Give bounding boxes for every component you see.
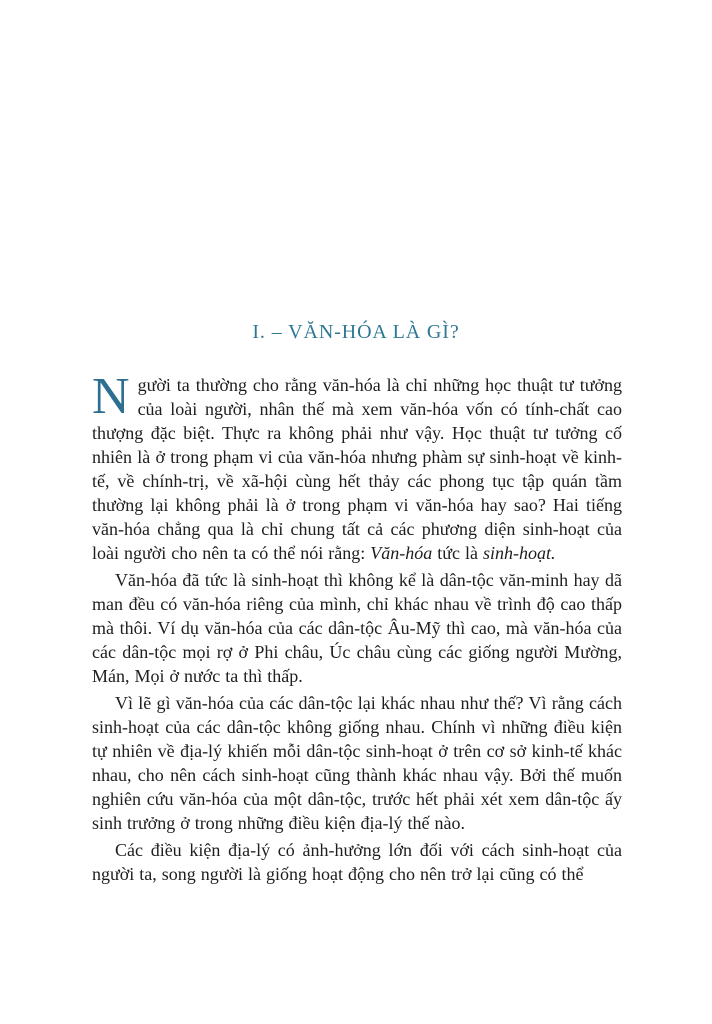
italic-text: Văn-hóa [370, 543, 433, 563]
dropcap-letter: N [92, 368, 130, 425]
body-text: tức là [432, 543, 483, 563]
body-text: Vì lẽ gì văn-hóa của các dân-tộc lại khác nhau như thế? Vì rằng cách sinh-hoạt của các dân-tộc không giống nhau. Chính vì những điều kiện tự nhiên về địa-lý khiến mỗi dân-tộc sinh-hoạt ở trên cơ sở kinh-tế khác nhau, cho nên cách sinh-hoạt cũng thành khác nhau vậy. Bởi thế muốn nghiên cứu văn-hóa của một dân-tộc, trước hết phải xét xem dân-tộc ấy sinh trưởng ở trong những điều kiện địa-lý thế nào. [92, 693, 622, 833]
body-text: gười ta thường cho rằng văn-hóa là chỉ những học thuật tư tưởng của loài người, nhân thế mà xem văn-hóa vốn có tính-chất cao thượng đặc biệt. Thực ra không phải như vậy. Học thuật tư tưởng cố nhiên là ở trong phạm vi của văn-hóa nhưng phàm sự sinh-hoạt về kinh-tế, về chính-trị, về xã-hội cùng hết thảy các phong tục tập quán tầm thường lại không phải là ở trong phạm vi văn-hóa hay sao? Hai tiếng văn-hóa chẳng qua là chỉ chung tất cả các phương diện sinh-hoạt của loài người cho nên ta có thể nói rằng: [92, 375, 622, 563]
chapter-title: I. – VĂN-HÓA LÀ GÌ? [252, 321, 460, 343]
paragraph [92, 568, 622, 688]
body-text: Văn-hóa đã tức là sinh-hoạt thì không kể là dân-tộc văn-minh hay dã man đều có văn-hóa riêng của mình, chỉ khác nhau về trình độ cao thấp mà thôi. Ví dụ văn-hóa của các dân-tộc Âu-Mỹ thì cao, mà văn-hóa của các dân-tộc mọi rợ ở Phi châu, Úc châu cùng các giống người Mường, Mán, Mọi ở nước ta thì thấp. [92, 570, 622, 686]
paragraph [92, 838, 622, 886]
paragraph [92, 368, 622, 565]
page-content [92, 368, 622, 889]
body-text: Các điều kiện địa-lý có ảnh-hưởng lớn đối với cách sinh-hoạt của người ta, song người là giống hoạt động cho nên trở lại cũng có thể [92, 840, 622, 884]
italic-text: sinh-hoạt. [482, 543, 556, 563]
paragraph [92, 691, 622, 835]
